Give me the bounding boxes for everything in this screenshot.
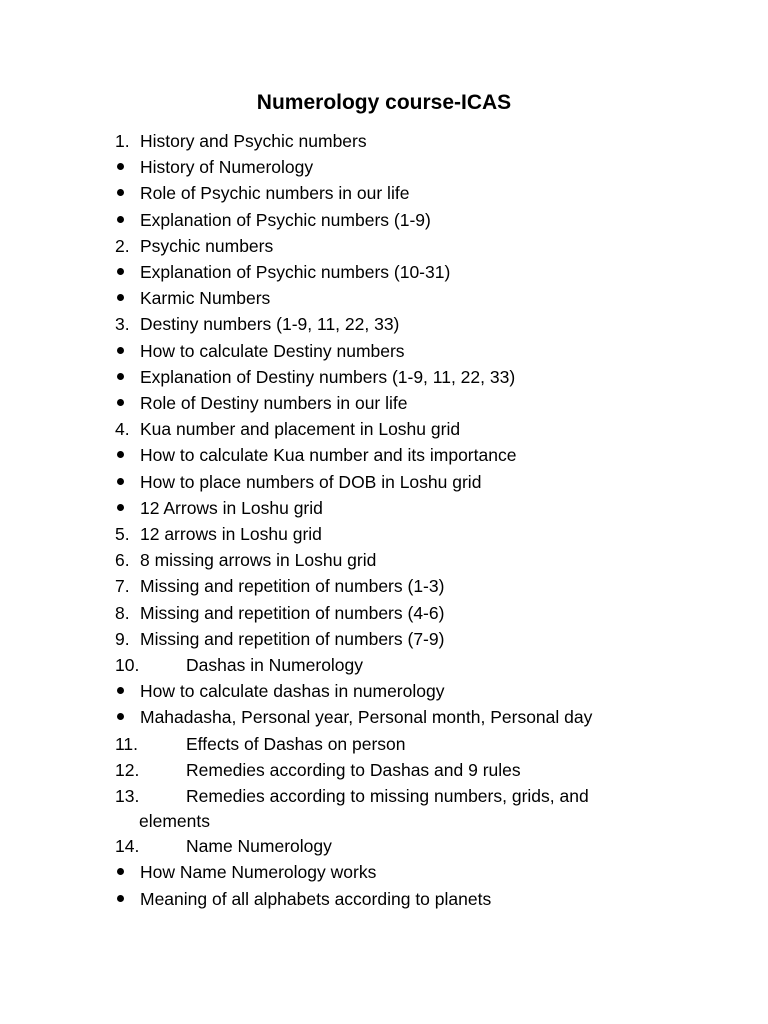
page-title: Numerology course-ICAS	[256, 91, 512, 114]
item-text: Effects of Dashas on person	[186, 733, 406, 754]
item-text: Name Numerology	[186, 836, 332, 857]
item-text: Destiny numbers (1-9, 11, 22, 33)	[140, 314, 400, 335]
item-text: Explanation of Destiny numbers (1-9, 11, 22, 33)	[140, 366, 516, 387]
item-number: 8.	[115, 602, 130, 623]
item-text: Remedies according to Dashas and 9 rules	[186, 759, 521, 780]
item-text: 8 missing arrows in Loshu grid	[140, 550, 377, 571]
bullet-list-item	[115, 259, 675, 285]
numbered-list-item	[115, 128, 675, 154]
item-number: 10.	[115, 655, 140, 676]
numbered-list-item	[115, 547, 675, 573]
item-number: 12.	[115, 759, 140, 780]
bullet-icon	[117, 268, 124, 275]
item-text: 12 Arrows in Loshu grid	[140, 497, 323, 518]
item-text: History of Numerology	[140, 157, 314, 178]
item-number: 5.	[115, 524, 130, 545]
item-number: 6.	[115, 550, 130, 571]
bullet-icon	[117, 504, 124, 511]
bullet-list-item	[115, 338, 675, 364]
bullet-list-item	[115, 364, 675, 390]
item-text: Dashas in Numerology	[186, 655, 364, 676]
bullet-list-item	[115, 495, 675, 521]
bullet-list-item	[115, 886, 675, 912]
item-number: 9.	[115, 628, 130, 649]
item-text: Kua number and placement in Loshu grid	[140, 419, 461, 440]
item-text: History and Psychic numbers	[140, 131, 367, 151]
bullet-icon	[117, 216, 124, 223]
numbered-list-item	[115, 783, 675, 833]
item-number: 7.	[115, 576, 130, 597]
bullet-list-item	[115, 207, 675, 233]
numbered-list-item	[115, 600, 675, 626]
item-text: How to place numbers of DOB in Loshu grid	[140, 471, 482, 492]
numbered-list-item	[115, 757, 675, 783]
item-text: How to calculate Destiny numbers	[140, 340, 405, 361]
item-number: 1.	[115, 131, 130, 151]
bullet-list-item	[115, 180, 675, 206]
bullet-list-item	[115, 469, 675, 495]
numbered-list-item	[115, 731, 675, 757]
numbered-list-item	[115, 521, 675, 547]
item-text: Missing and repetition of numbers (1-3)	[140, 576, 445, 597]
bullet-list-item	[115, 154, 675, 180]
item-text: Missing and repetition of numbers (7-9)	[140, 628, 445, 649]
numbered-list-item	[115, 626, 675, 652]
item-text: Explanation of Psychic numbers (1-9)	[140, 209, 431, 230]
item-text: How to calculate dashas in numerology	[140, 681, 445, 702]
item-text: Mahadasha, Personal year, Personal month, Personal day	[140, 707, 593, 728]
numbered-list-item	[115, 573, 675, 599]
bullet-icon	[117, 373, 124, 380]
item-number: 2.	[115, 235, 130, 256]
item-text: Remedies according to missing numbers, grids, and	[186, 786, 589, 807]
item-text: Role of Destiny numbers in our life	[140, 393, 408, 414]
numbered-list-item	[115, 233, 675, 259]
item-text-continuation: elements	[139, 811, 211, 832]
bullet-icon	[117, 347, 124, 354]
bullet-icon	[117, 478, 124, 485]
bullet-list-item	[115, 285, 675, 311]
item-text: Explanation of Psychic numbers (10-31)	[140, 262, 451, 283]
item-number: 14.	[115, 836, 140, 857]
item-number: 3.	[115, 314, 130, 335]
numbered-list-item	[115, 311, 675, 337]
bullet-list-item	[115, 678, 675, 704]
numbered-list-item	[115, 416, 675, 442]
item-text: Karmic Numbers	[140, 288, 271, 309]
item-text: Psychic numbers	[140, 235, 274, 256]
item-number: 11.	[115, 733, 139, 754]
item-number: 4.	[115, 419, 130, 440]
item-text: Missing and repetition of numbers (4-6)	[140, 602, 445, 623]
numbered-list-item	[115, 833, 675, 859]
bullet-icon	[117, 895, 124, 902]
item-number: 13.	[115, 786, 140, 807]
item-text: Role of Psychic numbers in our life	[140, 183, 410, 204]
numbered-list-item	[115, 652, 675, 678]
item-text: How Name Numerology works	[140, 862, 377, 883]
bullet-icon	[117, 399, 124, 406]
bullet-list-item	[115, 390, 675, 416]
bullet-list-item	[115, 859, 675, 885]
bullet-list-item	[115, 704, 675, 730]
course-outline-list	[115, 128, 675, 912]
item-text: 12 arrows in Loshu grid	[140, 524, 322, 545]
item-text: How to calculate Kua number and its importance	[140, 445, 517, 466]
bullet-list-item	[115, 442, 675, 468]
item-text: Meaning of all alphabets according to planets	[140, 888, 492, 909]
